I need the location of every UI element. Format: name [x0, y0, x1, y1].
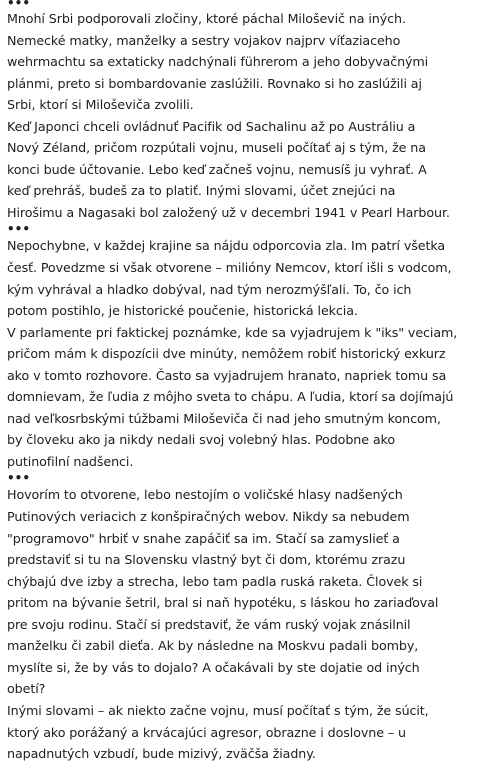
section-separator: •••	[7, 471, 31, 486]
text-line: V parlamente pri faktickej poznámke, kde sa vyjadrujem k "iks" veciam,	[7, 324, 458, 340]
text-line: Inými slovami – ak niekto začne vojnu, musí počítať s tým, že súcit,	[7, 702, 429, 718]
text-line: Hirošimu a Nagasaki bol založený už v decembri 1941 v Pearl Harbour.	[7, 204, 450, 220]
text-line: nad veľkosrbskými túžbami Miloševiča či nad jeho smutným koncom,	[7, 410, 441, 426]
text-line: chýbajú dve izby a strecha, lebo tam padla ruská raketa. Človek si	[7, 573, 423, 589]
section-separator: •••	[7, 222, 31, 237]
text-line: pre svoju rodinu. Stačí si predstaviť, že vám ruský vojak znásilnil	[7, 616, 411, 632]
text-line: konci bude účtovanie. Lebo keď začneš vojnu, nemusíš ju vyhrať. A	[7, 161, 427, 177]
text-line: "programovo" hrbiť v snahe zapáčiť sa im. Stačí sa zamyslieť a	[7, 530, 400, 546]
text-line: Putinových veriacich z konšpiračných webov. Nikdy sa nebudem	[7, 509, 410, 525]
text-line: Nový Zéland, pričom rozpútali vojnu, museli počítať aj s tým, že na	[7, 140, 426, 156]
text-line: plánmi, preto si bombardovanie zaslúžili. Rovnako si ho zaslúžili aj	[7, 75, 422, 91]
text-line: Nepochybne, v každej krajine sa nájdu odporcovia zla. Im patrí všetka	[7, 238, 446, 254]
text-line: wehrmachtu sa extaticky nadchýnali führerom a jeho dobyvačnými	[7, 54, 429, 70]
text-line: domnievam, že ľudia z môjho sveta to chápu. A ľudia, ktorí sa dojímajú	[7, 389, 454, 405]
text-line: Mnohí Srbi podporovali zločiny, ktoré páchal Miloševič na iných.	[7, 11, 406, 26]
text-line: manželku či zabil dieťa. Ak by následne na Moskvu padali bomby,	[7, 638, 419, 654]
paragraph	[7, 322, 491, 473]
text-line: pričom mám k dispozícii dve minúty, nemôžem robiť historický exkurz	[7, 346, 446, 362]
text-line: česť. Povedzme si však otvorene – milióny Nemcov, ktorí išli s vodcom,	[7, 260, 452, 276]
text-line: Hovorím to otvorene, lebo nestojím o voličské hlasy nadšených	[7, 487, 403, 503]
text-line: pritom na bývanie šetril, bral si naň hypotéku, s láskou ho zariaďoval	[7, 595, 439, 611]
text-line: potom postihlo, je historické poučenie, historická lekcia.	[7, 303, 358, 319]
text-line: myslíte si, že by vás to dojalo? A očakávali by ste dojatie od iných	[7, 659, 420, 675]
text-line: ako v tomto rozhovore. Často sa vyjadrujem hranato, napriek tomu sa	[7, 367, 447, 383]
text-line: Nemecké matky, manželky a sestry vojakov najprv víťaziaceho	[7, 32, 401, 48]
text-line: kým vyhrával a hladko dobýval, nad tým nerozmýšľali. To, čo ich	[7, 281, 412, 297]
text-line: predstaviť si tu na Slovensku vlastný byt či dom, ktorému zrazu	[7, 552, 406, 568]
text-line: Keď Japonci chceli ovládnuť Pacifik od Sachalinu až po Austráliu a	[7, 118, 416, 134]
paragraph	[7, 235, 491, 321]
paragraph	[7, 700, 491, 765]
paragraph	[7, 116, 491, 224]
section-separator: •••	[7, 0, 31, 10]
text-line: napadnutých vzbudí, bude mizivý, zväčša žiadny.	[7, 746, 316, 762]
paragraph	[7, 484, 491, 699]
text-line: obetí?	[7, 681, 46, 697]
paragraph	[7, 8, 491, 116]
text-line: Srbi, ktorí si Miloševiča zvolili.	[7, 97, 194, 113]
text-line: by človeku ako ja nikdy nedali svoj volebný hlas. Podobne ako	[7, 432, 396, 448]
post-body	[7, 0, 491, 765]
text-line: putinofilní nadšenci.	[7, 453, 134, 469]
text-line: ktorý ako porážaný a krvácajúci agresor, obrazne i doslovne – u	[7, 724, 406, 740]
text-line: keď prehráš, budeš za to platiť. Inými slovami, účet znejúci na	[7, 183, 396, 199]
